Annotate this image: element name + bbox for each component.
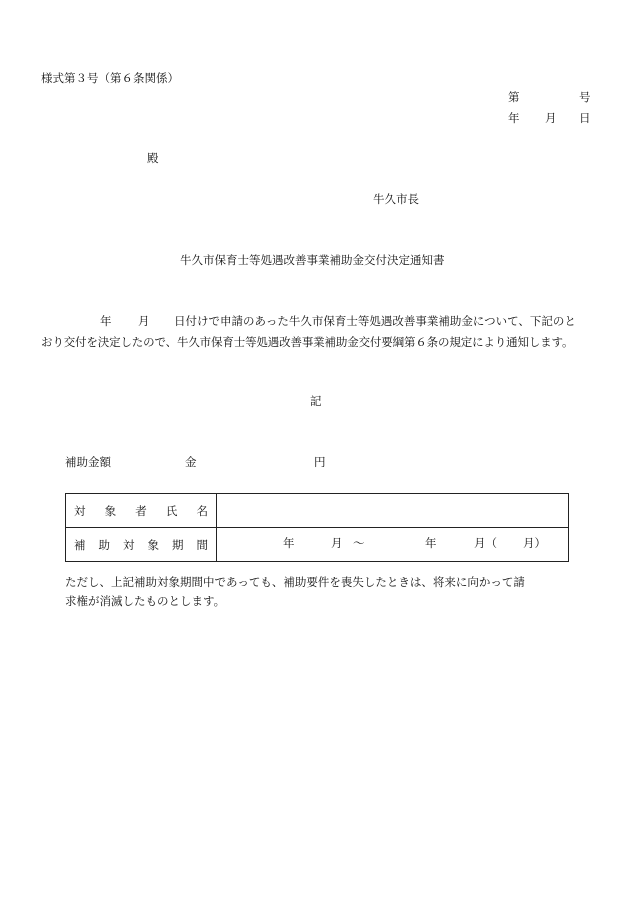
document-number-prefix: 第: [508, 90, 520, 104]
period-end-month: 月（: [474, 536, 497, 550]
body-line-2: おり交付を決定したので、牛久市保育士等処遇改善事業補助金交付要綱第６条の規定により通知します。: [41, 335, 574, 349]
subsidy-period-cell[interactable]: [217, 528, 569, 562]
label-char: 象: [147, 537, 159, 552]
recipient-name-cell[interactable]: [217, 494, 569, 528]
table-row-period: [66, 528, 569, 562]
recipient-name-label-text: [74, 503, 208, 519]
amount-yen: 円: [314, 455, 326, 469]
label-char: 補: [74, 537, 86, 552]
table-row-recipient: [66, 494, 569, 528]
label-char: 間: [196, 537, 208, 552]
amount-kin: 金: [185, 455, 197, 469]
label-char: 期: [172, 537, 184, 552]
sender-name: 牛久市長: [373, 192, 419, 206]
recipient-suffix: 殿: [147, 151, 159, 165]
body-date-month: 月: [138, 314, 150, 328]
label-char: 対: [123, 537, 135, 552]
subsidy-period-fields: [217, 528, 568, 561]
body-line-1: 日付けで申請のあった牛久市保育士等処遇改善事業補助金について、下記のと: [174, 314, 576, 328]
form-number: 様式第３号（第６条関係）: [41, 71, 179, 85]
period-start-year: 年: [283, 536, 295, 550]
document-number-suffix: 号: [579, 90, 591, 104]
ki-marker: 記: [310, 394, 322, 408]
issue-date-day: 日: [579, 111, 591, 125]
recipient-name-label: [66, 494, 217, 528]
label-char: 名: [196, 503, 208, 518]
note-line-1: ただし、上記補助対象期間中であっても、補助要件を喪失したときは、将来に向かって請: [65, 575, 525, 589]
period-end-year: 年: [425, 536, 437, 550]
label-char: 助: [98, 537, 110, 552]
period-start-month: 月: [331, 536, 343, 550]
issue-date-month: 月: [545, 111, 557, 125]
label-char: 象: [104, 503, 117, 518]
note-line-2: 求権が消滅したものとします。: [65, 594, 226, 608]
period-month-count: 月）: [523, 536, 546, 550]
label-char: 者: [135, 503, 147, 518]
document-title: 牛久市保育士等処遇改善事業補助金交付決定通知書: [180, 253, 445, 267]
period-tilde: 〜: [353, 536, 365, 550]
label-char: 対: [74, 503, 86, 518]
body-date-year: 年: [100, 314, 112, 328]
subsidy-info-table: [65, 493, 569, 562]
label-char: 氏: [165, 503, 178, 518]
subsidy-period-label: [66, 528, 217, 562]
issue-date-year: 年: [508, 111, 520, 125]
amount-label: 補助金額: [65, 455, 111, 469]
subsidy-period-label-text: [74, 537, 208, 553]
